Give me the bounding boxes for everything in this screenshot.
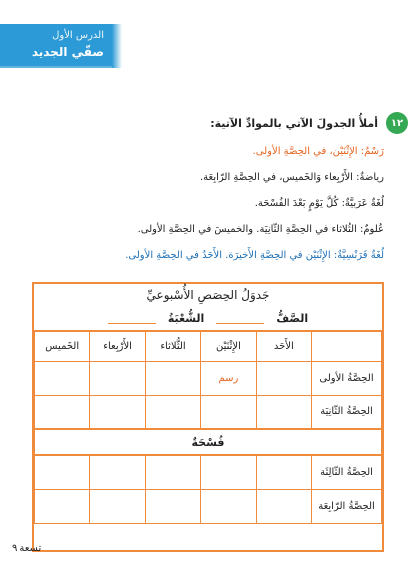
- schedule-cell[interactable]: [201, 395, 256, 429]
- instruction-lines: [16, 146, 384, 276]
- class-blank[interactable]: [216, 312, 264, 324]
- days-header-row: [35, 331, 382, 361]
- period-label: الحِصَّةُ الأولى: [312, 361, 382, 395]
- period-label: الحِصَّةُ الثّانِيَة: [312, 395, 382, 429]
- day-wednesday: الأَرْبِعاء: [90, 331, 145, 361]
- schedule-cell[interactable]: [35, 395, 90, 429]
- schedule-cell[interactable]: [256, 455, 311, 489]
- schedule-cell[interactable]: [90, 361, 145, 395]
- schedule-cell[interactable]: [90, 395, 145, 429]
- period-row-3: [35, 455, 382, 489]
- schedule-cell[interactable]: [145, 455, 200, 489]
- lesson-number: الدرس الأول: [52, 30, 104, 41]
- period-row-1: [35, 361, 382, 395]
- period-row-2: [35, 395, 382, 429]
- corner-cell: [312, 331, 382, 361]
- schedule-cell[interactable]: [90, 489, 145, 523]
- page-number: [12, 543, 41, 554]
- exercise-header: [16, 112, 408, 134]
- schedule-cell[interactable]: [35, 489, 90, 523]
- lesson-banner: [0, 24, 112, 68]
- period-label: الحِصَّةُ الثّالِثَة: [312, 455, 382, 489]
- instruction-line-sport: رياضةٌ: الأَرْبِعاء وَالخَميس، في الحِصَّةِ الرّابِعَة.: [199, 172, 384, 183]
- schedule-cell[interactable]: [201, 455, 256, 489]
- instruction-line-arabic: لُغَةٌ عَرَبيَّةٌ: كُلَّ يَوْمٍ بَعْدَ الفُسْحَة.: [254, 198, 384, 209]
- day-tuesday: الثُّلاثاء: [145, 331, 200, 361]
- schedule-cell[interactable]: [256, 489, 311, 523]
- schedule-cell[interactable]: [145, 361, 200, 395]
- page-label: تسعة: [19, 543, 42, 554]
- class-section-row: [34, 306, 382, 330]
- lesson-title: صفّي الجديد: [31, 45, 104, 59]
- day-monday: الإِثْنَيْن: [201, 331, 256, 361]
- schedule-grid: [34, 330, 382, 524]
- instruction-line-french: لُغَةٌ فَرَنْسِيَّةٌ: الإِثْنَيْن في الحِصَّةِ الأَخيرَة. الأَحَدُ في الحِصَّةِ الأولى.: [125, 250, 384, 261]
- schedule-title: جَدوَلُ الحِصَصِ الأُسْبوعيِّ: [146, 288, 270, 302]
- period-label: الحِصَّةُ الرّابِعَة: [312, 489, 382, 523]
- section-label: الشُّعْبَةُ: [167, 311, 205, 325]
- page-digit: ٩: [12, 543, 18, 554]
- day-thursday: الخَميس: [35, 331, 90, 361]
- schedule-cell[interactable]: [35, 361, 90, 395]
- instruction-line-science: عُلومٌ: الثُلاثاء في الحِصَّةِ الثّانِيَة. والخميسَ في الحِصَّةِ الأولى.: [137, 224, 384, 235]
- schedule-cell[interactable]: [145, 395, 200, 429]
- weekly-schedule: [32, 282, 384, 552]
- section-blank[interactable]: [108, 312, 156, 324]
- exercise-number-badge: ١٢: [386, 112, 408, 134]
- schedule-cell[interactable]: [256, 395, 311, 429]
- day-sunday: الأَحَد: [256, 331, 311, 361]
- class-label: الصَّفُّ: [276, 311, 309, 325]
- exercise-title: أملأُ الجدولَ الآتي بالموادِّ الآتية:: [210, 116, 378, 130]
- period-row-4: [35, 489, 382, 523]
- schedule-cell-filled[interactable]: رسم: [201, 361, 256, 395]
- schedule-cell[interactable]: [90, 455, 145, 489]
- schedule-cell[interactable]: [145, 489, 200, 523]
- recess-label: فُسْحَةٌ: [35, 429, 382, 455]
- recess-row: [35, 429, 382, 455]
- schedule-cell[interactable]: [256, 361, 311, 395]
- schedule-cell[interactable]: [35, 455, 90, 489]
- schedule-cell[interactable]: [201, 489, 256, 523]
- instruction-line-art: رَسْمٌ: الإِثْنَيْن، في الحِصَّةِ الأولى.: [252, 146, 384, 157]
